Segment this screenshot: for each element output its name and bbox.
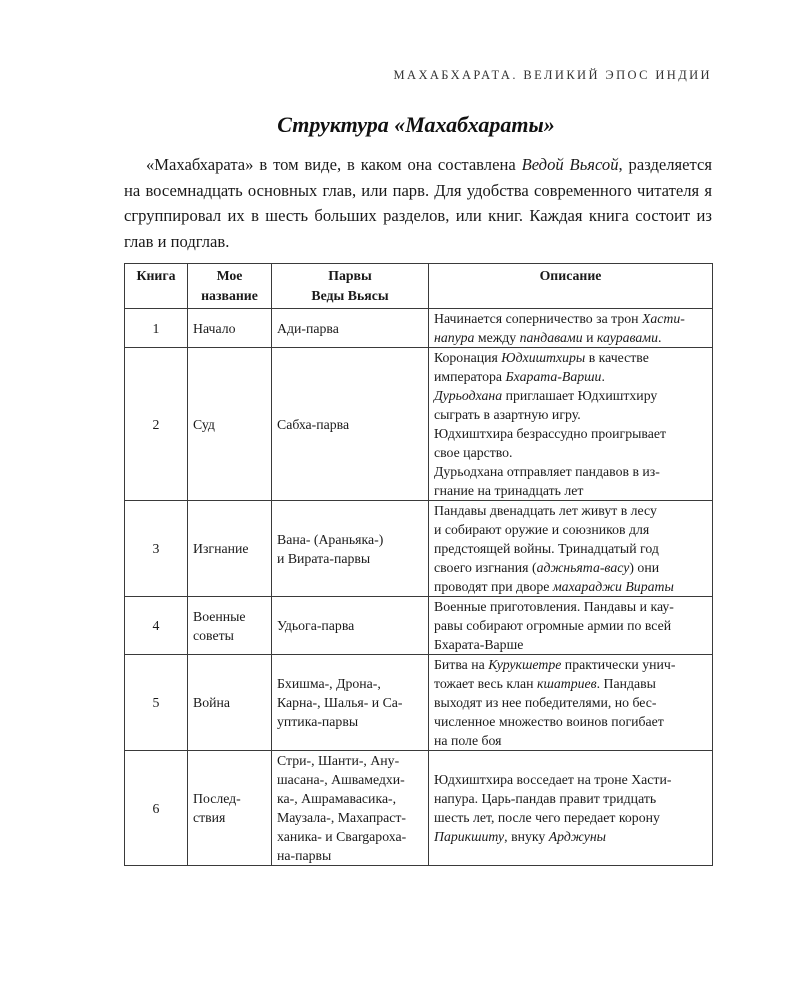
header-parvas-line1: Парвы <box>328 268 372 283</box>
header-my-name-line1: Мое <box>216 268 243 283</box>
description-line <box>434 348 707 367</box>
description-line <box>434 635 707 654</box>
description-term: Арджуны <box>548 829 607 844</box>
description-text: Юдхиштхира безрассудно проигрывает <box>434 426 666 441</box>
description-text: проводят при дворе <box>434 579 553 594</box>
description-text: равы собирают огромные армии по всей <box>434 618 672 633</box>
parvas-line: на-парвы <box>277 848 332 863</box>
book-name <box>188 751 272 866</box>
description-text: на поле боя <box>434 733 502 748</box>
description-line <box>434 770 707 789</box>
description-line <box>434 520 707 539</box>
description-text: в качестве <box>585 350 649 365</box>
table-row <box>125 309 713 348</box>
book-number: 3 <box>125 501 188 597</box>
books-table <box>124 263 713 866</box>
description-line <box>434 501 707 520</box>
description-text: Юдхиштхира восседает на троне Хасти- <box>434 772 672 787</box>
description-text: приглашает Юдхиштхиру <box>502 388 658 403</box>
description-text: и собирают оружие и союзников для <box>434 522 650 537</box>
description-line <box>434 655 707 674</box>
book-name-line: Военные <box>193 608 246 624</box>
description-line <box>434 597 707 616</box>
description-cell <box>429 348 713 501</box>
description-text: императора <box>434 369 506 384</box>
description-text: шесть лет, после чего передает корону <box>434 810 660 825</box>
book-name <box>188 655 272 751</box>
description-term: аджньята-васу <box>536 560 630 575</box>
header-description: Описание <box>429 264 713 309</box>
book-name-line: Суд <box>193 416 215 432</box>
parvas-line: Ади-парва <box>277 320 339 336</box>
description-text: своего изгнания ( <box>434 560 537 575</box>
book-name-line: Начало <box>193 320 236 336</box>
description-line <box>434 328 707 347</box>
description-term: кауравами <box>596 330 658 345</box>
description-term: пандавами <box>519 330 583 345</box>
parvas-cell <box>272 348 429 501</box>
description-text: Коронация <box>434 350 502 365</box>
description-text: гнание на тринадцать лет <box>434 483 584 498</box>
description-line <box>434 616 707 635</box>
description-text: сыграть в азартную игру. <box>434 407 581 422</box>
description-text: выходят из нее победителями, но бес- <box>434 695 657 710</box>
parvas-line: Карна-, Шалья- и Са- <box>277 695 403 710</box>
description-line <box>434 309 707 328</box>
description-cell <box>429 655 713 751</box>
description-text: и <box>582 330 597 345</box>
description-line <box>434 808 707 827</box>
description-text: , внуку <box>504 829 549 844</box>
header-parvas <box>272 264 429 309</box>
description-cell <box>429 597 713 655</box>
book-name-line: Война <box>193 695 230 710</box>
description-cell <box>429 309 713 348</box>
description-line <box>434 539 707 558</box>
book-name <box>188 501 272 597</box>
description-term: Курукшетре <box>488 657 562 672</box>
description-line <box>434 462 707 481</box>
parvas-line: Стри-, Шанти-, Ану- <box>277 753 400 768</box>
book-number: 1 <box>125 309 188 348</box>
description-text: напура. Царь-пандав правит тридцать <box>434 791 657 806</box>
table-header-row <box>125 264 713 309</box>
description-line <box>434 827 707 846</box>
description-line <box>434 693 707 712</box>
parvas-line: и Вирата-парвы <box>277 550 371 566</box>
description-line <box>434 674 707 693</box>
table-row <box>125 655 713 751</box>
description-term: кшатриев <box>536 676 597 691</box>
section-title: Структура «Махабхараты» <box>277 112 555 137</box>
book-name-line: Изгнание <box>193 541 249 556</box>
description-line <box>434 731 707 750</box>
table-row <box>125 751 713 866</box>
description-term: Дурьодхана <box>434 388 503 403</box>
description-term: махараджи Вираты <box>552 579 674 594</box>
description-line <box>434 712 707 731</box>
intro-part-1: «Махабхарата» в том виде, в каком она составлена <box>146 155 522 174</box>
description-line <box>434 405 707 424</box>
description-cell <box>429 501 713 597</box>
description-text: Бхарата-Варше <box>434 637 524 652</box>
table-row <box>125 597 713 655</box>
header-parvas-line2: Веды Вьясы <box>311 288 389 303</box>
book-number: 5 <box>125 655 188 751</box>
description-text: численное множество воинов погибает <box>434 714 664 729</box>
description-term: Хасти- <box>641 311 685 326</box>
header-my-name-line2: название <box>201 288 258 303</box>
description-line <box>434 789 707 808</box>
parvas-cell <box>272 751 429 866</box>
description-text: Военные приготовления. Пандавы и кау- <box>434 599 674 614</box>
description-text: практически унич- <box>561 657 676 672</box>
description-text: Битва на <box>434 657 489 672</box>
parvas-line: Бхишма-, Дрона-, <box>277 676 381 691</box>
description-line <box>434 424 707 443</box>
intro-paragraph <box>124 152 712 254</box>
description-text: . <box>601 369 605 384</box>
intro-author: Ведой Вьясой <box>521 155 619 174</box>
description-term: Парикшиту <box>434 829 505 844</box>
book-name <box>188 309 272 348</box>
book-name <box>188 597 272 655</box>
parvas-cell <box>272 501 429 597</box>
intro-part-2: , разделяется на восемнадцать основных глав, или парв. Для удобства современного читателя я сгруппировал их в шесть больших разделов, или книг. Каждая книга состоит из глав и подглав. <box>124 155 713 251</box>
parvas-line: ка-, Ашрамавасика-, <box>277 791 397 806</box>
book-name <box>188 348 272 501</box>
description-line <box>434 443 707 462</box>
parvas-cell <box>272 597 429 655</box>
parvas-line: ханика- и Свargaроха- <box>277 829 407 844</box>
book-number: 4 <box>125 597 188 655</box>
book-number: 2 <box>125 348 188 501</box>
description-line <box>434 367 707 386</box>
book-number: 6 <box>125 751 188 866</box>
description-text: ) они <box>629 560 660 575</box>
parvas-line: Сабха-парва <box>277 416 350 432</box>
table-row <box>125 348 713 501</box>
description-text: Пандавы двенадцать лет живут в лесу <box>434 503 657 518</box>
header-my-name <box>188 264 272 309</box>
book-name-line: советы <box>193 627 234 643</box>
parvas-line: Маузала-, Махапраст- <box>277 810 406 825</box>
parvas-line: уптика-парвы <box>277 714 359 729</box>
header-book: Книга <box>125 264 188 309</box>
parvas-line: шасана-, Ашвамедхи- <box>277 772 405 787</box>
description-line <box>434 577 707 596</box>
description-text: между <box>474 330 520 345</box>
table-body <box>125 309 713 866</box>
description-text: . <box>657 330 662 345</box>
description-line <box>434 386 707 405</box>
description-text: предстоящей войны. Тринадцатый год <box>434 541 659 556</box>
table-row <box>125 501 713 597</box>
parvas-cell <box>272 655 429 751</box>
description-line <box>434 558 707 577</box>
description-term: Бхарата-Варши <box>505 369 602 384</box>
description-cell <box>429 751 713 866</box>
book-name-line: ствия <box>193 810 226 825</box>
description-text: . Пандавы <box>596 676 656 691</box>
description-text: Дурьодхана отправляет пандавов в из- <box>434 464 660 479</box>
parvas-line: Вана- (Араньяка-) <box>277 531 384 547</box>
description-line <box>434 481 707 500</box>
description-text: свое царство. <box>434 445 513 460</box>
running-header: МАХАБХАРАТА. ВЕЛИКИЙ ЭПОС ИНДИИ <box>393 68 712 82</box>
parvas-line: Удьога-парва <box>277 618 355 633</box>
description-term: Юдхиштхиры <box>501 350 586 365</box>
description-text: тожает весь клан <box>434 676 537 691</box>
parvas-cell <box>272 309 429 348</box>
description-text: Начинается соперничество за трон <box>434 311 642 326</box>
book-name-line: Послед- <box>193 791 241 806</box>
description-term: напура <box>434 330 475 345</box>
